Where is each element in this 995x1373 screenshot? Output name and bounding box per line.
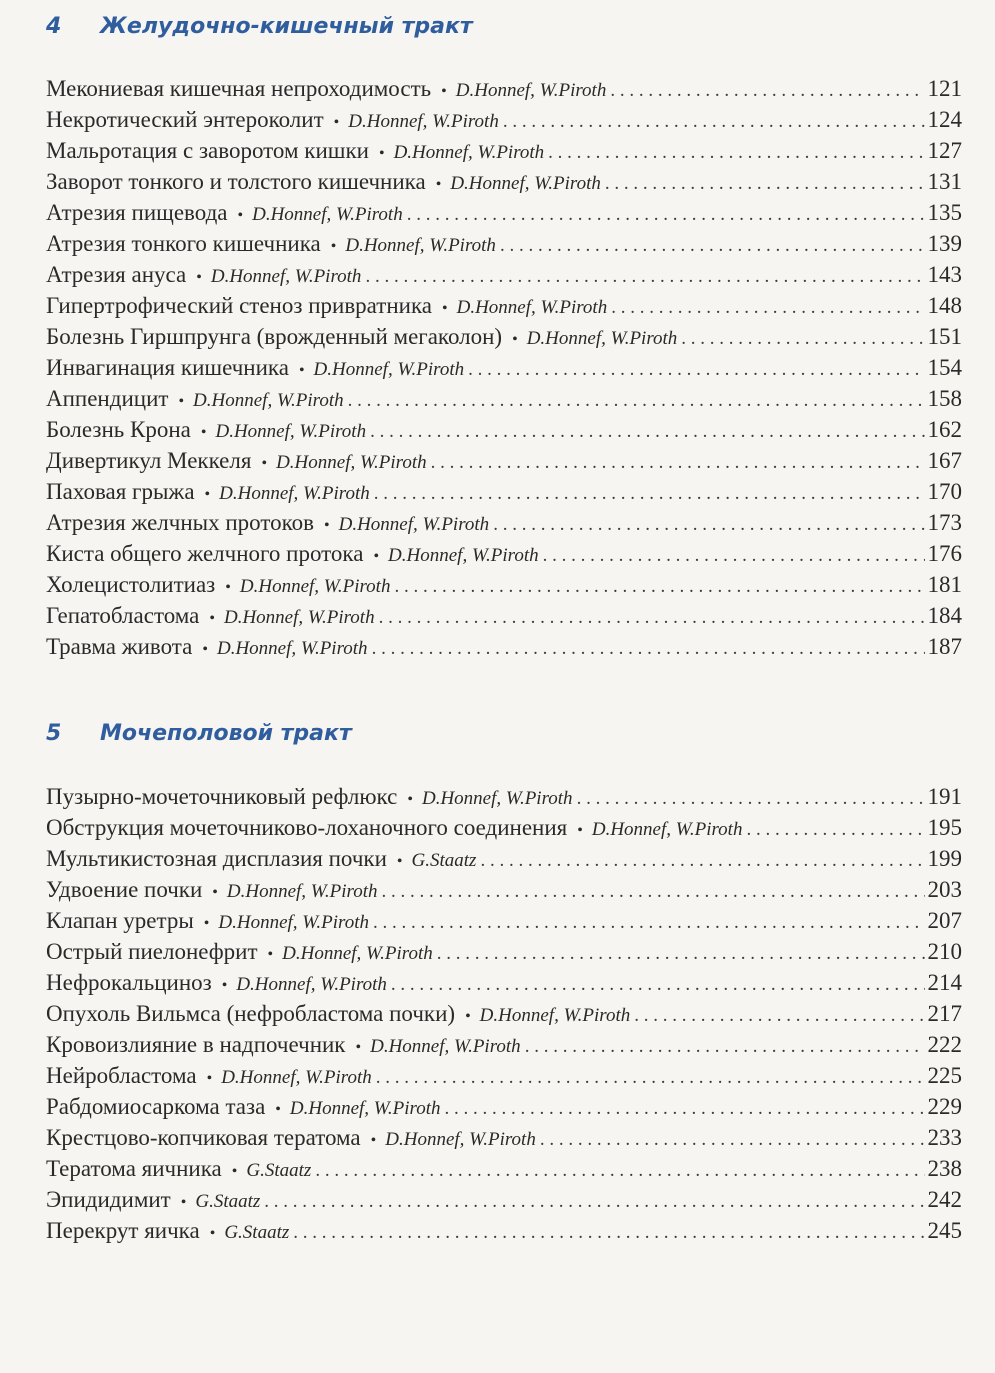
section-title: Мочеполовой тракт (100, 721, 352, 746)
toc-entry[interactable] (46, 812, 962, 843)
bullet-separator: • (237, 207, 244, 224)
bullet-separator: • (330, 238, 337, 255)
bullet-separator: • (355, 1039, 362, 1056)
page-number: 195 (927, 815, 962, 840)
toc-entry[interactable] (46, 445, 962, 476)
bullet-separator: • (370, 1132, 377, 1149)
toc-entry[interactable] (46, 843, 962, 874)
toc-entry[interactable] (46, 781, 962, 812)
bullet-separator: • (333, 114, 340, 131)
entry-title: Пузырно-мочеточниковый рефлюкс (46, 784, 398, 809)
page-number: 191 (927, 784, 962, 809)
toc-entry[interactable] (46, 290, 962, 321)
bullet-separator: • (180, 1194, 187, 1211)
bullet-separator: • (209, 610, 215, 627)
entry-title: Обструкция мочеточниково-лоханочного соединения (46, 815, 568, 840)
entry-title: Опухоль Вильмса (нефробластома почки) (46, 1001, 456, 1026)
toc-list-section-4 (46, 73, 962, 662)
dot-leader (611, 292, 924, 323)
page-number: 124 (927, 107, 962, 132)
page-number: 151 (927, 324, 962, 349)
entry-title: Мекониевая кишечная непроходимость (46, 76, 432, 101)
toc-entry[interactable] (46, 1215, 962, 1246)
entry-title: Некротический энтероколит (46, 107, 324, 132)
entry-title: Болезнь Гиршпрунга (врожденный мегаколон) (46, 324, 503, 349)
section-heading-5 (46, 721, 352, 746)
dot-leader (370, 416, 924, 447)
entry-authors: D.Honnef, W.Piroth (215, 421, 367, 442)
toc-entry[interactable] (46, 135, 962, 166)
bullet-separator: • (196, 269, 202, 286)
entry-authors: G.Staatz (224, 1222, 290, 1243)
dot-leader (365, 261, 924, 292)
entry-authors: D.Honnef, W.Piroth (221, 1067, 372, 1088)
bullet-separator: • (577, 822, 583, 839)
entry-title: Паховая грыжа (46, 479, 195, 504)
dot-leader (394, 571, 924, 602)
bullet-separator: • (407, 791, 413, 808)
page-number: 229 (927, 1094, 962, 1119)
bullet-separator: • (378, 145, 385, 162)
bullet-separator: • (465, 1008, 471, 1025)
entry-title: Удвоение почки (46, 877, 203, 902)
bullet-separator: • (298, 362, 305, 379)
dot-leader (634, 1000, 924, 1031)
entry-title: Атрезия пищевода (46, 200, 228, 225)
toc-entry[interactable] (46, 998, 962, 1029)
entry-title: Гипертрофический стеноз привратника (46, 293, 432, 318)
entry-title: Острый пиелонефрит (46, 939, 258, 964)
entry-title: Клапан уретры (46, 908, 194, 933)
bullet-separator: • (323, 517, 330, 534)
dot-leader (437, 938, 925, 969)
bullet-separator: • (209, 1225, 216, 1242)
entry-title: Болезнь Крона (46, 417, 191, 442)
toc-entry[interactable] (46, 631, 962, 662)
page-number: 143 (927, 262, 962, 287)
bullet-separator: • (512, 331, 518, 348)
dot-leader (379, 602, 925, 633)
entry-title: Крестцово-копчиковая тератома (46, 1125, 361, 1150)
page-number: 210 (927, 939, 962, 964)
entry-authors: G.Staatz (195, 1191, 261, 1212)
entry-title: Дивертикул Меккеля (46, 448, 252, 473)
page-number: 173 (927, 510, 962, 535)
bullet-separator: • (200, 424, 207, 441)
section-number: 5 (46, 721, 62, 746)
toc-entry[interactable] (46, 1060, 962, 1091)
dot-leader (540, 1124, 925, 1155)
entry-title: Тератома яичника (46, 1156, 222, 1181)
entry-authors: D.Honnef, W.Piroth (421, 788, 573, 809)
page-number: 207 (927, 908, 962, 933)
toc-entry[interactable] (46, 476, 962, 507)
page-number: 121 (927, 76, 962, 101)
dot-leader (577, 783, 925, 814)
dot-leader (480, 845, 924, 876)
page-number: 199 (927, 846, 962, 871)
toc-entry[interactable] (46, 321, 962, 352)
entry-authors: D.Honnef, W.Piroth (370, 1036, 521, 1057)
dot-leader (315, 1155, 924, 1186)
entry-authors: D.Honnef, W.Piroth (338, 514, 490, 535)
entry-authors: D.Honnef, W.Piroth (313, 359, 465, 380)
page-number: 214 (927, 970, 962, 995)
dot-leader (605, 168, 925, 199)
toc-entry[interactable] (46, 228, 962, 259)
bullet-separator: • (178, 393, 185, 410)
page-number: 162 (927, 417, 962, 442)
page-number: 245 (927, 1218, 962, 1243)
entry-authors: G.Staatz (246, 1160, 312, 1181)
entry-authors: D.Honnef, W.Piroth (210, 266, 362, 287)
page-number: 238 (927, 1156, 962, 1181)
toc-entry[interactable] (46, 1029, 962, 1060)
toc-entry[interactable] (46, 569, 962, 600)
bullet-separator: • (267, 946, 274, 963)
entry-title: Атрезия желчных протоков (46, 510, 314, 535)
page-number: 170 (927, 479, 962, 504)
page-number: 233 (927, 1125, 962, 1150)
entry-title: Мальротация с заворотом кишки (46, 138, 369, 163)
entry-authors: D.Honnef, W.Piroth (282, 943, 433, 964)
page-number: 139 (927, 231, 962, 256)
section-heading-4 (46, 14, 473, 39)
page-number: 154 (927, 355, 962, 380)
entry-authors: D.Honnef, W.Piroth (239, 576, 391, 597)
bullet-separator: • (202, 641, 208, 658)
page-number: 217 (927, 1001, 962, 1026)
entry-authors: D.Honnef, W.Piroth (193, 390, 344, 411)
dot-leader (500, 230, 925, 261)
page-number: 127 (927, 138, 962, 163)
dot-leader (468, 354, 924, 385)
toc-entry[interactable] (46, 73, 962, 104)
entry-authors: D.Honnef, W.Piroth (216, 638, 368, 659)
page-number: 167 (927, 448, 962, 473)
page-number: 184 (927, 603, 962, 628)
dot-leader (348, 385, 925, 416)
bullet-separator: • (221, 977, 228, 994)
entry-authors: G.Staatz (411, 850, 477, 871)
entry-title: Нейробластома (46, 1063, 197, 1088)
entry-title: Гепатобластома (46, 603, 200, 628)
entry-authors: D.Honnef, W.Piroth (218, 912, 369, 933)
entry-title: Холецистолитиаз (46, 572, 216, 597)
entry-title: Эпидидимит (46, 1187, 171, 1212)
dot-leader (503, 106, 925, 137)
dot-leader (264, 1186, 924, 1217)
entry-title: Рабдомиосаркома таза (46, 1094, 266, 1119)
toc-list-section-5 (46, 781, 962, 1246)
entry-title: Мультикистозная дисплазия почки (46, 846, 387, 871)
toc-entry[interactable] (46, 905, 962, 936)
bullet-separator: • (261, 455, 268, 472)
toc-entry[interactable] (46, 383, 962, 414)
toc-entry[interactable] (46, 874, 962, 905)
page-number: 176 (927, 541, 962, 566)
toc-entry[interactable] (46, 967, 962, 998)
dot-leader (372, 633, 925, 664)
page-number: 242 (927, 1187, 962, 1212)
bullet-separator: • (373, 548, 380, 565)
entry-authors: D.Honnef, W.Piroth (526, 328, 678, 349)
bullet-separator: • (435, 176, 442, 193)
bullet-separator: • (396, 853, 403, 870)
toc-entry[interactable] (46, 507, 962, 538)
dot-leader (681, 323, 924, 354)
page-number: 203 (927, 877, 962, 902)
toc-entry[interactable] (46, 600, 962, 631)
entry-title: Инвагинация кишечника (46, 355, 289, 380)
toc-entry[interactable] (46, 414, 962, 445)
bullet-separator: • (206, 1070, 213, 1087)
bullet-separator: • (231, 1163, 238, 1180)
entry-authors: D.Honnef, W.Piroth (252, 204, 403, 225)
entry-authors: D.Honnef, W.Piroth (455, 80, 607, 101)
toc-entry[interactable] (46, 538, 962, 569)
toc-entry[interactable] (46, 1184, 962, 1215)
dot-leader (525, 1031, 925, 1062)
toc-entry[interactable] (46, 1091, 962, 1122)
bullet-separator: • (275, 1101, 281, 1118)
entry-authors: D.Honnef, W.Piroth (385, 1129, 536, 1150)
entry-authors: D.Honnef, W.Piroth (219, 483, 370, 504)
entry-authors: D.Honnef, W.Piroth (223, 607, 375, 628)
dot-leader (746, 814, 924, 845)
entry-authors: D.Honnef, W.Piroth (456, 297, 608, 318)
page-number: 131 (927, 169, 962, 194)
dot-leader (543, 540, 925, 571)
dot-leader (373, 907, 925, 938)
bullet-separator: • (442, 300, 448, 317)
page-number: 135 (927, 200, 962, 225)
entry-authors: D.Honnef, W.Piroth (236, 974, 387, 995)
toc-entry[interactable] (46, 936, 962, 967)
entry-title: Заворот тонкого и толстого кишечника (46, 169, 426, 194)
toc-entry[interactable] (46, 259, 962, 290)
page-number: 158 (927, 386, 962, 411)
dot-leader (382, 876, 925, 907)
entry-authors: D.Honnef, W.Piroth (276, 452, 427, 473)
dot-leader (431, 447, 925, 478)
dot-leader (376, 1062, 925, 1093)
dot-leader (548, 137, 924, 168)
toc-entry[interactable] (46, 166, 962, 197)
page-number: 225 (927, 1063, 962, 1088)
entry-title: Аппендицит (46, 386, 169, 411)
entry-authors: D.Honnef, W.Piroth (348, 111, 499, 132)
toc-entry[interactable] (46, 1153, 962, 1184)
dot-leader (407, 199, 925, 230)
entry-title: Травма живота (46, 634, 193, 659)
bullet-separator: • (225, 579, 231, 596)
toc-entry[interactable] (46, 1122, 962, 1153)
entry-authors: D.Honnef, W.Piroth (591, 819, 743, 840)
entry-title: Атрезия тонкого кишечника (46, 231, 321, 256)
dot-leader (445, 1093, 925, 1124)
entry-authors: D.Honnef, W.Piroth (388, 545, 539, 566)
dot-leader (391, 969, 925, 1000)
toc-entry[interactable] (46, 352, 962, 383)
page-number: 187 (927, 634, 962, 659)
toc-entry[interactable] (46, 197, 962, 228)
toc-entry[interactable] (46, 104, 962, 135)
page-number: 222 (927, 1032, 962, 1057)
section-number: 4 (46, 14, 62, 39)
entry-authors: D.Honnef, W.Piroth (393, 142, 545, 163)
entry-authors: D.Honnef, W.Piroth (450, 173, 601, 194)
dot-leader (610, 75, 924, 106)
entry-title: Кровоизлияние в надпочечник (46, 1032, 346, 1057)
entry-authors: D.Honnef, W.Piroth (226, 881, 378, 902)
bullet-separator: • (212, 884, 218, 901)
bullet-separator: • (441, 83, 447, 100)
section-title: Желудочно-кишечный тракт (100, 14, 473, 39)
dot-leader (493, 509, 924, 540)
dot-leader (374, 478, 925, 509)
entry-title: Нефрокальциноз (46, 970, 212, 995)
entry-authors: D.Honnef, W.Piroth (345, 235, 496, 256)
page-number: 148 (927, 293, 962, 318)
entry-title: Перекрут яичка (46, 1218, 200, 1243)
entry-authors: D.Honnef, W.Piroth (289, 1098, 441, 1119)
bullet-separator: • (203, 915, 210, 932)
entry-title: Атрезия ануса (46, 262, 187, 287)
bullet-separator: • (204, 486, 211, 503)
entry-title: Киста общего желчного протока (46, 541, 364, 566)
entry-authors: D.Honnef, W.Piroth (479, 1005, 631, 1026)
page-number: 181 (927, 572, 962, 597)
dot-leader (293, 1217, 924, 1248)
